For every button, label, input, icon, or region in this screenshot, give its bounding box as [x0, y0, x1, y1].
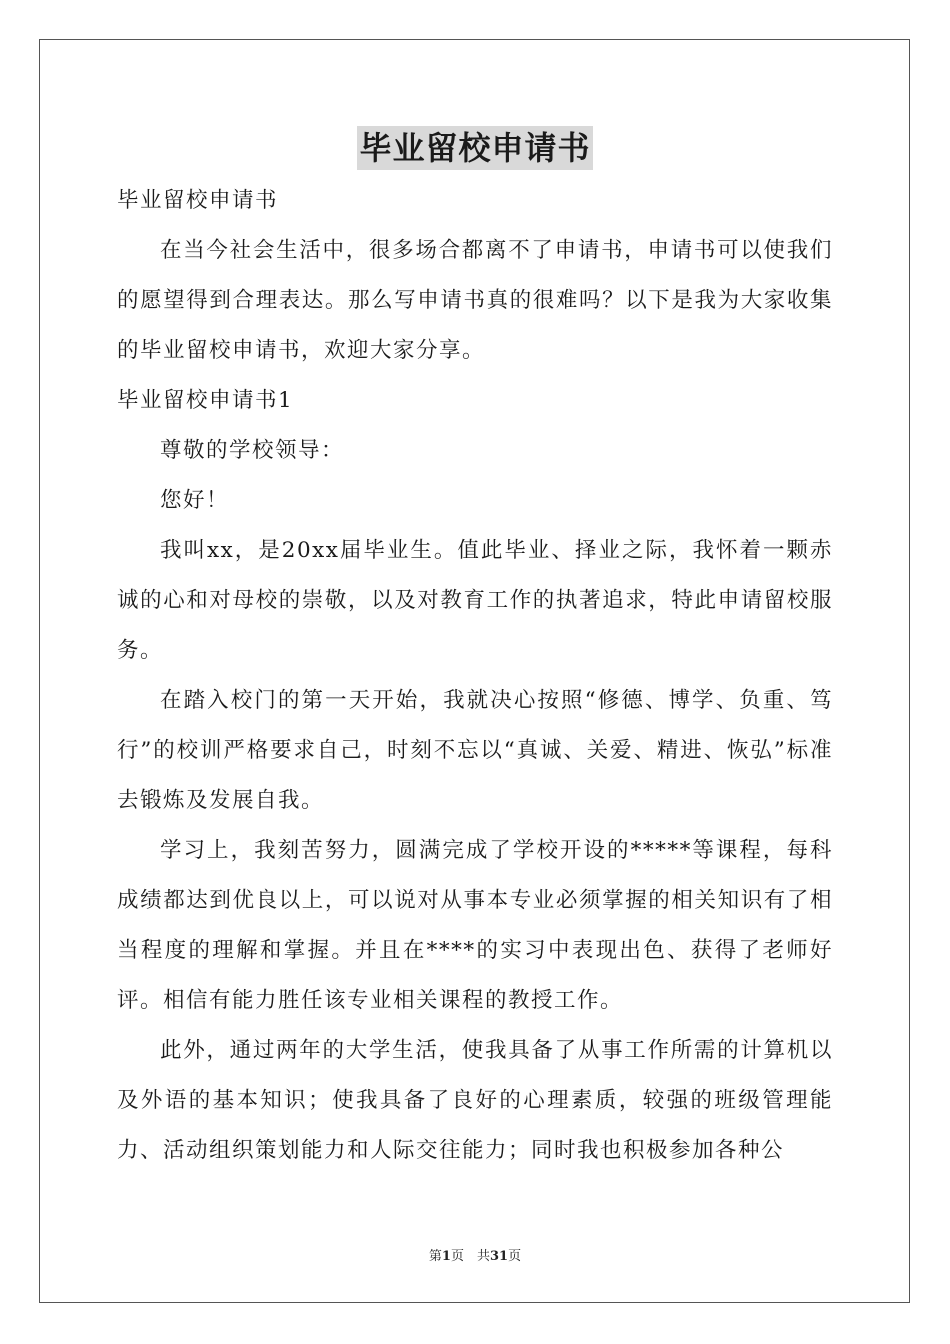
title-container — [0, 126, 950, 170]
paragraph: 毕业留校申请书 — [117, 188, 279, 213]
paragraph: 我叫xx，是20xx届毕业生。值此毕业、择业之际，我怀着一颗赤诚的心和对母校的崇敬，以及对教育工作的执著追求，特此申请留校服务。 — [117, 538, 833, 663]
footer-suffix: 页 — [508, 1249, 522, 1264]
paragraph: 学习上，我刻苦努力，圆满完成了学校开设的*****等课程，每科成绩都达到优良以上，可以说对从事本专业必须掌握的相关知识有了相当程度的理解和掌握。并且在****的实习中表现出色、获得了老师好评。相信有能力胜任该专业相关课程的教授工作。 — [117, 838, 833, 1013]
paragraph: 在当今社会生活中，很多场合都离不了申请书，申请书可以使我们的愿望得到合理表达。那么写申请书真的很难吗？以下是我为大家收集的毕业留校申请书，欢迎大家分享。 — [117, 238, 833, 363]
paragraph: 毕业留校申请书1 — [117, 388, 294, 413]
footer-prefix: 第 — [428, 1249, 442, 1264]
total-pages-number: 31 — [489, 1249, 509, 1264]
paragraph: 尊敬的学校领导： — [160, 438, 345, 463]
paragraph: 此外，通过两年的大学生活，使我具备了从事工作所需的计算机以及外语的基本知识；使我具备了良好的心理素质，较强的班级管理能力、活动组织策划能力和人际交往能力；同时我也积极参加各种公 — [117, 1038, 833, 1163]
document-title: 毕业留校申请书 — [357, 126, 592, 170]
current-page-number: 1 — [441, 1249, 451, 1264]
paragraph: 在踏入校门的第一天开始，我就决心按照“修德、博学、负重、笃行”的校训严格要求自己，时刻不忘以“真诚、关爱、精进、恢弘”标准去锻炼及发展自我。 — [117, 688, 833, 813]
document-body — [117, 176, 833, 1176]
page-footer — [0, 1248, 950, 1266]
paragraph: 您好！ — [160, 488, 230, 513]
footer-mid: 页 共 — [450, 1249, 490, 1264]
